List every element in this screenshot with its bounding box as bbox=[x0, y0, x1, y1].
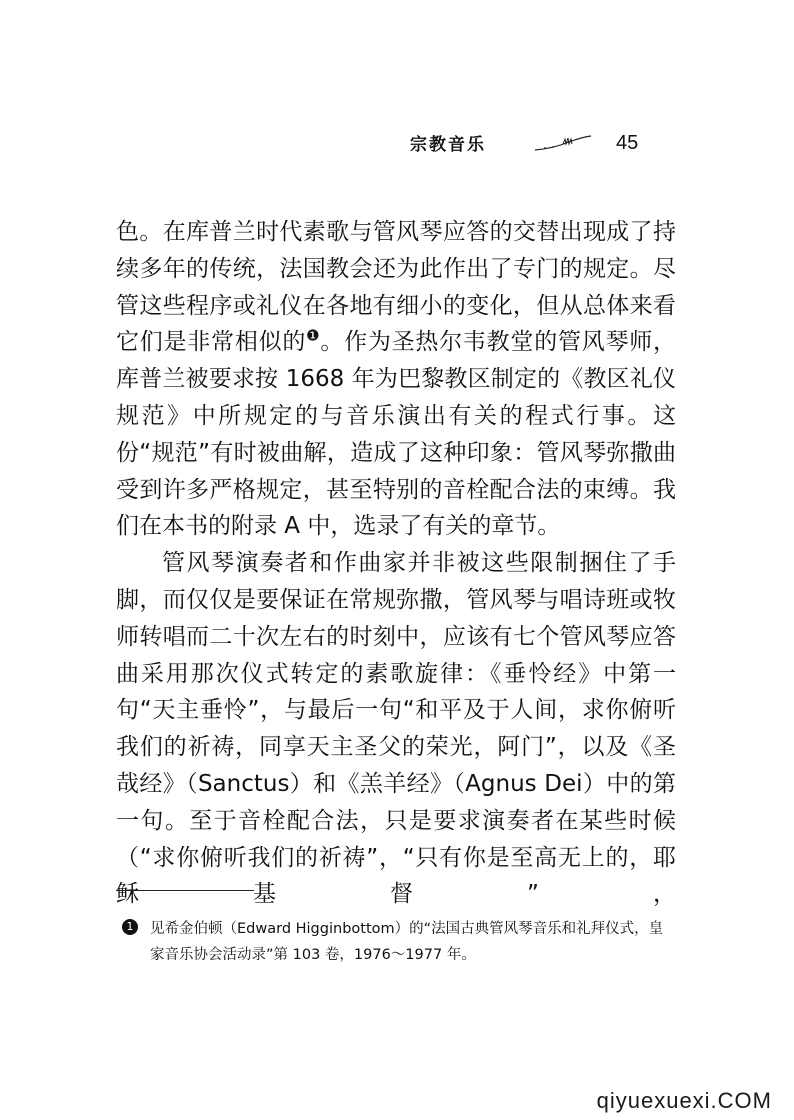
header-ornament-icon bbox=[533, 132, 593, 154]
watermark: qiyuexuexi.COM bbox=[596, 1088, 772, 1113]
footnote-reference[interactable]: ❶ bbox=[306, 326, 321, 345]
footnote-marker: 1 bbox=[122, 919, 138, 935]
body-text bbox=[116, 214, 676, 913]
footnote bbox=[126, 916, 674, 968]
paragraph-2: 管风琴演奏者和作曲家并非被这些限制捆住了手脚，而仅仅是要保证在常规弥撒，管风琴与唱诗班或牧师转唱而二十次左右的时刻中，应该有七个管风琴应答曲采用那次仪式转定的素歌旋律：《垂怜经》中第一句“天主垂怜”，与最后一句“和平及于人间，求你俯听我们的祈祷，同享天主圣父的荣光，阿门”，以及《圣哉经》（Sanctus）和《羔羊经》（Agnus Dei）中的第一句。至于音栓配合法，只是要求演奏者在某些时候（“求你俯听我们的祈祷”，“只有你是至高无上的，耶稣基督”， bbox=[116, 550, 676, 908]
paragraph-1 bbox=[116, 214, 676, 545]
paragraph-1-text: 色。在库普兰时代素歌与管风琴应答的交替出现成了持续多年的传统，法国教会还为此作出了专门的规定。尽管这些程序或礼仪在各地有细小的变化，但从总体来看它们是非常相似的 bbox=[116, 219, 676, 356]
footnote-divider bbox=[116, 890, 254, 891]
footnote-text: 见希金伯顿（Edward Higginbottom）的“法国古典管风琴音乐和礼拜仪式，皇家音乐协会活动录”第 103 卷，1976～1977 年。 bbox=[150, 921, 664, 963]
chapter-title: 宗教音乐 bbox=[410, 135, 486, 155]
page-number: 45 bbox=[616, 132, 639, 154]
running-header bbox=[410, 130, 650, 158]
paragraph-1-continued: 。作为圣热尔韦教堂的管风琴师，库普兰被要求按 1668 年为巴黎教区制定的《教区礼仪规范》中所规定的与音乐演出有关的程式行事。这份“规范”有时被曲解，造成了这种印象：管风琴弥撒曲受到许多严格规定，甚至特别的音栓配合法的束缚。我们在本书的附录 A 中，选录了有关的章节。 bbox=[116, 329, 677, 540]
